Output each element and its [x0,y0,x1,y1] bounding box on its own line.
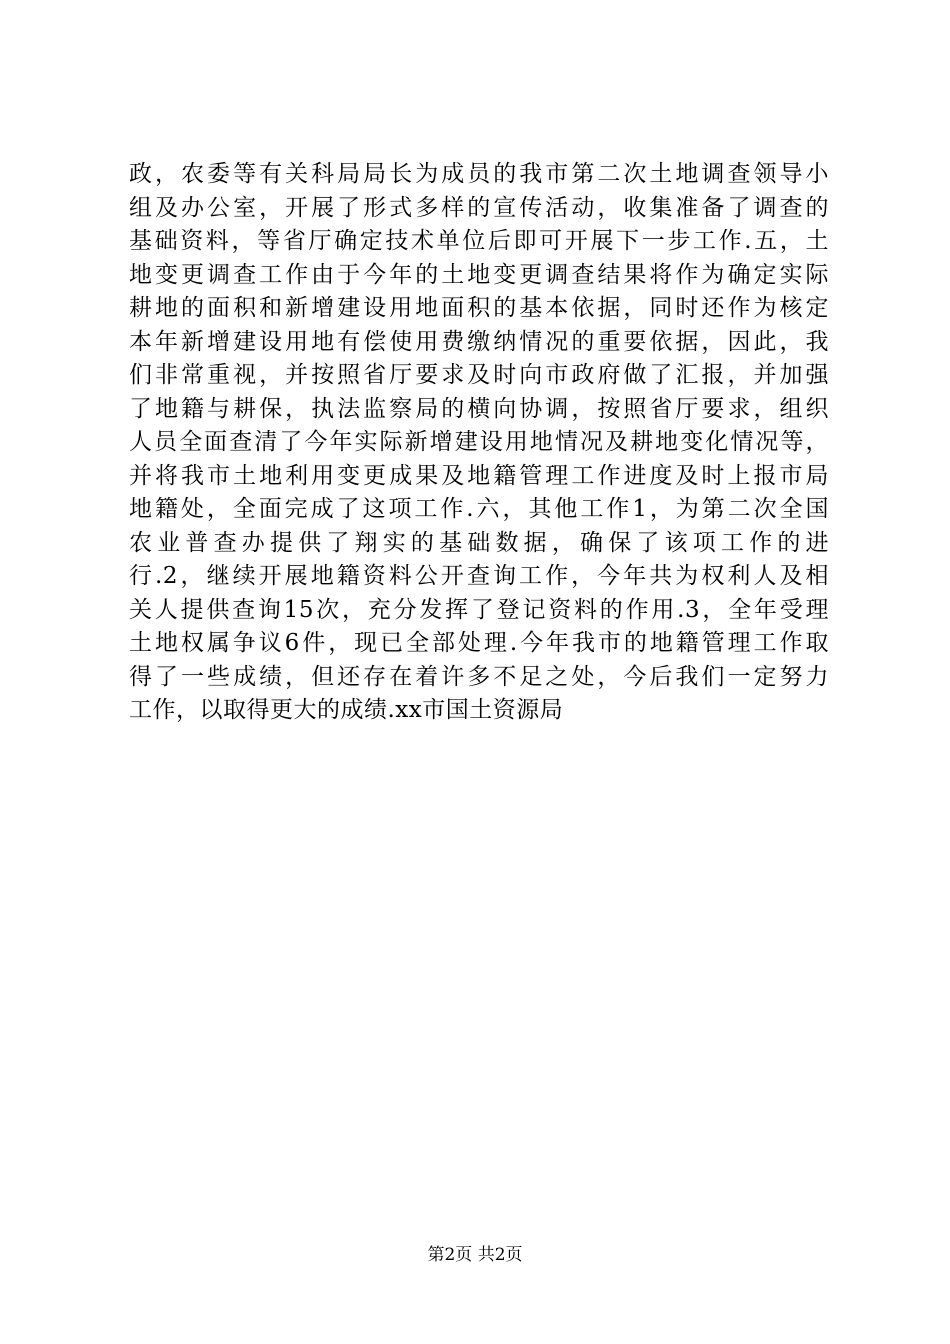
text-line: 地变更调查工作由于今年的土地变更调查结果将作为确定实际 [129,261,829,288]
text-line: 们非常重视，并按照省厅要求及时向市政府做了汇报，并加强 [129,362,829,388]
text-line: 政，农委等有关科局局长为成员的我市第二次土地调查领导小 [129,161,829,187]
text-line: 人员全面查清了今年实际新增建设用地情况及耕地变化情况等， [129,429,829,455]
text-line: 组及办公室，开展了形式多样的宣传活动，收集准备了调查的 [129,194,829,221]
text-line: 得了一些成绩，但还存在着许多不足之处，今后我们一定努力 [129,663,829,690]
text-line: 耕地的面积和新增建设用地面积的基本依据，同时还作为核定 [129,295,829,321]
text-line: 基础资料，等省厅确定技术单位后即可开展下一步工作.五，土 [129,228,829,254]
text-line-last: 工作，以取得更大的成绩.xx市国土资源局 [129,697,564,723]
text-line: 行.2，继续开展地籍资料公开查询工作，今年共为权利人及相 [129,563,829,589]
text-line: 了地籍与耕保，执法监察局的横向协调，按照省厅要求，组织 [129,395,829,422]
text-line: 土地权属争议6件，现已全部处理.今年我市的地籍管理工作取 [129,630,829,656]
text-line: 地籍处，全面完成了这项工作.六，其他工作1，为第二次全国 [129,496,829,522]
body-text [129,158,829,728]
page-number-footer: 第2页 共2页 [427,1245,523,1265]
text-line: 农业普查办提供了翔实的基础数据，确保了该项工作的进 [129,529,829,556]
text-line: 并将我市土地利用变更成果及地籍管理工作进度及时上报市局 [129,462,829,489]
text-line: 关人提供查询15次，充分发挥了登记资料的作用.3，全年受理 [129,596,829,623]
text-line: 本年新增建设用地有偿使用费缴纳情况的重要依据，因此，我 [129,328,829,355]
